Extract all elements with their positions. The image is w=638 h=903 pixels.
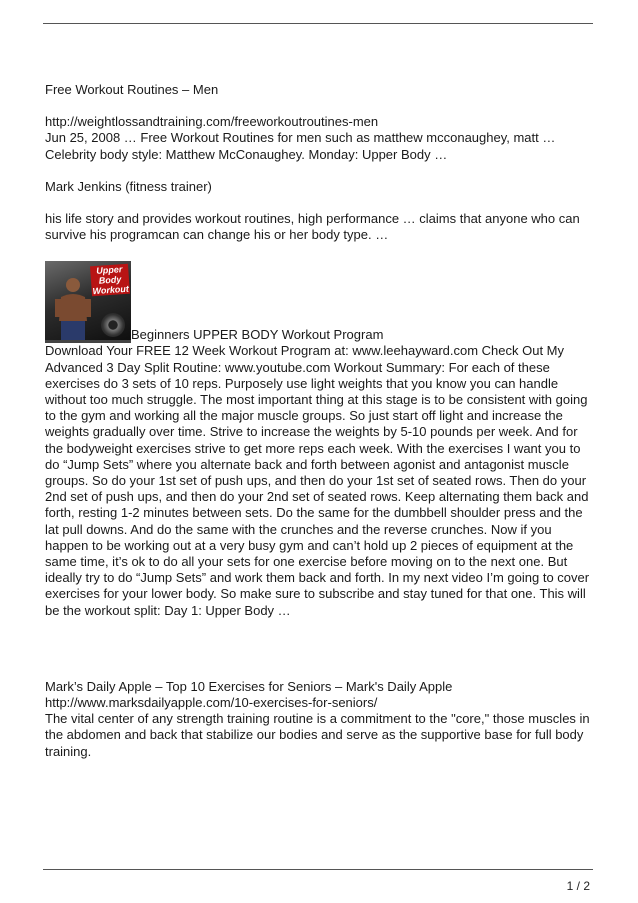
post-desc-mark-jenkins: his life story and provides workout routines, high performance … claims that anyone who can survive his programcan can change his or her body type. … xyxy=(45,211,580,243)
post-url-weightloss[interactable]: http://weightlossandtraining.com/freeworkoutroutines-men xyxy=(45,114,379,130)
post-body-beginners: Download Your FREE 12 Week Workout Program at: www.leehayward.com Check Out My Advanced 3 Day Split Routine: www.youtube.com Workout Summary: For each of these exercises do 3 sets of 10 reps. Purposely use light weights that you know you can handle without too much struggle. The most important thing at this stage is to be consistent with going to the gym and working all the major muscle groups. So just start off light and increase the weights gradually over time. Strive to increase the weights by 5-10 pounds per week. And for the bodyweight exercises strive to get more reps each week. With the exercises I want you to do “Jump Sets” where you alternate back and forth between agonist and antagonist muscle groups. So do your 1st set of push ups, and then do your 1st set of seated rows. Then do your 2nd set of push ups, and then do your 2nd set of seated rows. Keep alternating them back and forth, resting 1-2 minutes between sets. Do the same for the dumbbell shoulder press and the lat pull downs. And do the same with the crunches and the reverse crunches. Now if you happen to be working out at a very busy gym and can’t hold up 2 pieces of equipment at the same time, it’s ok to do all your sets for one exercise before moving on to the next one. But ideally try to do “Jump Sets” and work them back and forth. In my next video I’m going to cover exercises for your lower body. So make sure to subscribe and stay tuned for that one. This will be the workout split: Day 1: Upper Body … xyxy=(45,343,590,618)
post-title-beginners: Beginners UPPER BODY Workout Program xyxy=(131,327,384,343)
post-title-marks-daily-apple: Mark’s Daily Apple – Top 10 Exercises for Seniors – Mark's Daily Apple xyxy=(45,678,453,694)
post-desc-marks-daily-apple: The vital center of any strength training routine is a commitment to the "core," those muscles in the abdomen and back that stabilize our bodies and serve as the supportive base for full body training. xyxy=(45,711,590,759)
video-thumbnail-image[interactable] xyxy=(45,261,131,343)
post-desc-line: Jun 25, 2008 … Free Workout Routines for men such as matthew mcconaughey, matt … xyxy=(45,130,556,146)
header-rule xyxy=(43,23,593,24)
footer-rule xyxy=(43,869,593,870)
post-title-mark-jenkins: Mark Jenkins (fitness trainer) xyxy=(45,178,212,194)
page-content xyxy=(45,82,593,760)
weight-rack-icon xyxy=(45,340,131,343)
dumbbell-icon xyxy=(101,313,125,337)
post-url-marks-daily-apple[interactable]: http://www.marksdailyapple.com/10-exercises-for-seniors/ xyxy=(45,695,378,711)
post-title-free-workout: Free Workout Routines – Men xyxy=(45,82,219,97)
post-desc-line: Celebrity body style: Matthew McConaughey. Monday: Upper Body … xyxy=(45,146,448,162)
page-number: 1 / 2 xyxy=(566,879,590,893)
thumbnail-banner: Upper Body Workout xyxy=(90,264,130,297)
athlete-figure-icon xyxy=(55,275,91,343)
post-beginners-upper-body xyxy=(45,261,593,343)
